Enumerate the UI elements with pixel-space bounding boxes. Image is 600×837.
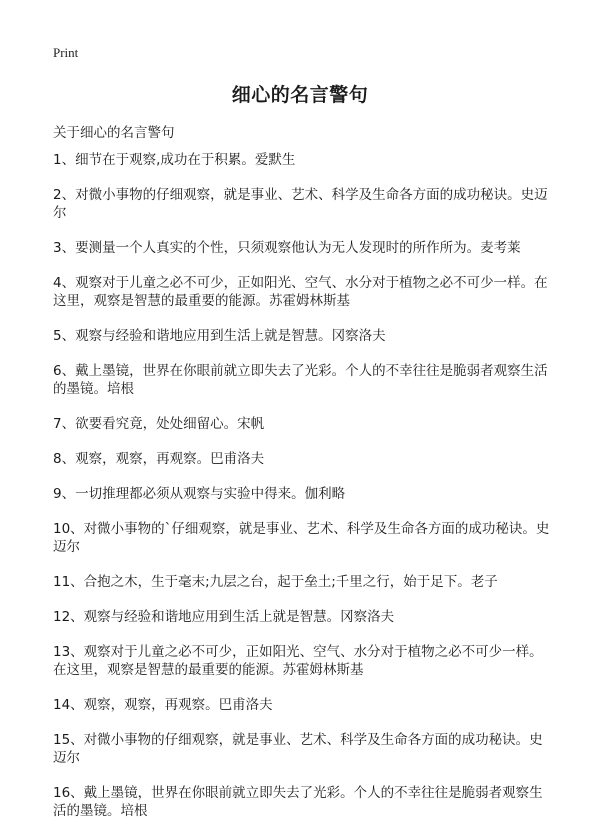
quote-item: 13、观察对于儿童之必不可少，正如阳光、空气、水分对于植物之必不可少一样。在这里，观察是智慧的最重要的能源。苏霍姆林斯基 [53, 644, 543, 678]
quote-item: 14、观察，观察，再观察。巴甫洛夫 [53, 697, 273, 713]
quote-item: 8、观察，观察，再观察。巴甫洛夫 [53, 451, 265, 467]
quote-item: 4、观察对于儿童之必不可少，正如阳光、空气、水分对于植物之必不可少一样。在这里，观察是智慧的最重要的能源。苏霍姆林斯基 [53, 275, 548, 309]
quote-item: 16、戴上墨镜，世界在你眼前就立即失去了光彩。个人的不幸往往是脆弱者观察生活的墨镜。培根 [53, 785, 543, 819]
quote-item: 6、戴上墨镜，世界在你眼前就立即失去了光彩。个人的不幸往往是脆弱者观察生活的墨镜。培根 [53, 363, 548, 397]
quote-item: 9、一切推理都必须从观察与实验中得来。伽利略 [53, 486, 346, 502]
quote-item: 5、观察与经验和谐地应用到生活上就是智慧。冈察洛夫 [53, 328, 386, 344]
page-title: 细心的名言警句 [231, 84, 369, 106]
quote-list [53, 151, 553, 837]
page-subtitle: 关于细心的名言警句 [53, 125, 175, 141]
quote-item: 15、对微小事物的仔细观察，就是事业、艺术、科学及生命各方面的成功秘诀。史迈尔 [53, 732, 543, 766]
quote-item: 10、对微小事物的`仔细观察，就是事业、艺术、科学及生命各方面的成功秘诀。史迈尔 [53, 521, 550, 555]
quote-item: 2、对微小事物的仔细观察，就是事业、艺术、科学及生命各方面的成功秘诀。史迈尔 [53, 187, 548, 221]
print-label: Print [53, 45, 79, 60]
quote-item: 12、观察与经验和谐地应用到生活上就是智慧。冈察洛夫 [53, 609, 395, 625]
quote-item: 11、合抱之木，生于毫末;九层之台，起于垒土;千里之行，始于足下。老子 [53, 574, 498, 590]
quote-item: 1、细节在于观察,成功在于积累。爱默生 [53, 152, 296, 168]
quote-item: 3、要测量一个人真实的个性，只须观察他认为无人发现时的所作所为。麦考莱 [53, 240, 521, 256]
quote-item: 7、欲要看究竟，处处细留心。宋帆 [53, 416, 265, 432]
